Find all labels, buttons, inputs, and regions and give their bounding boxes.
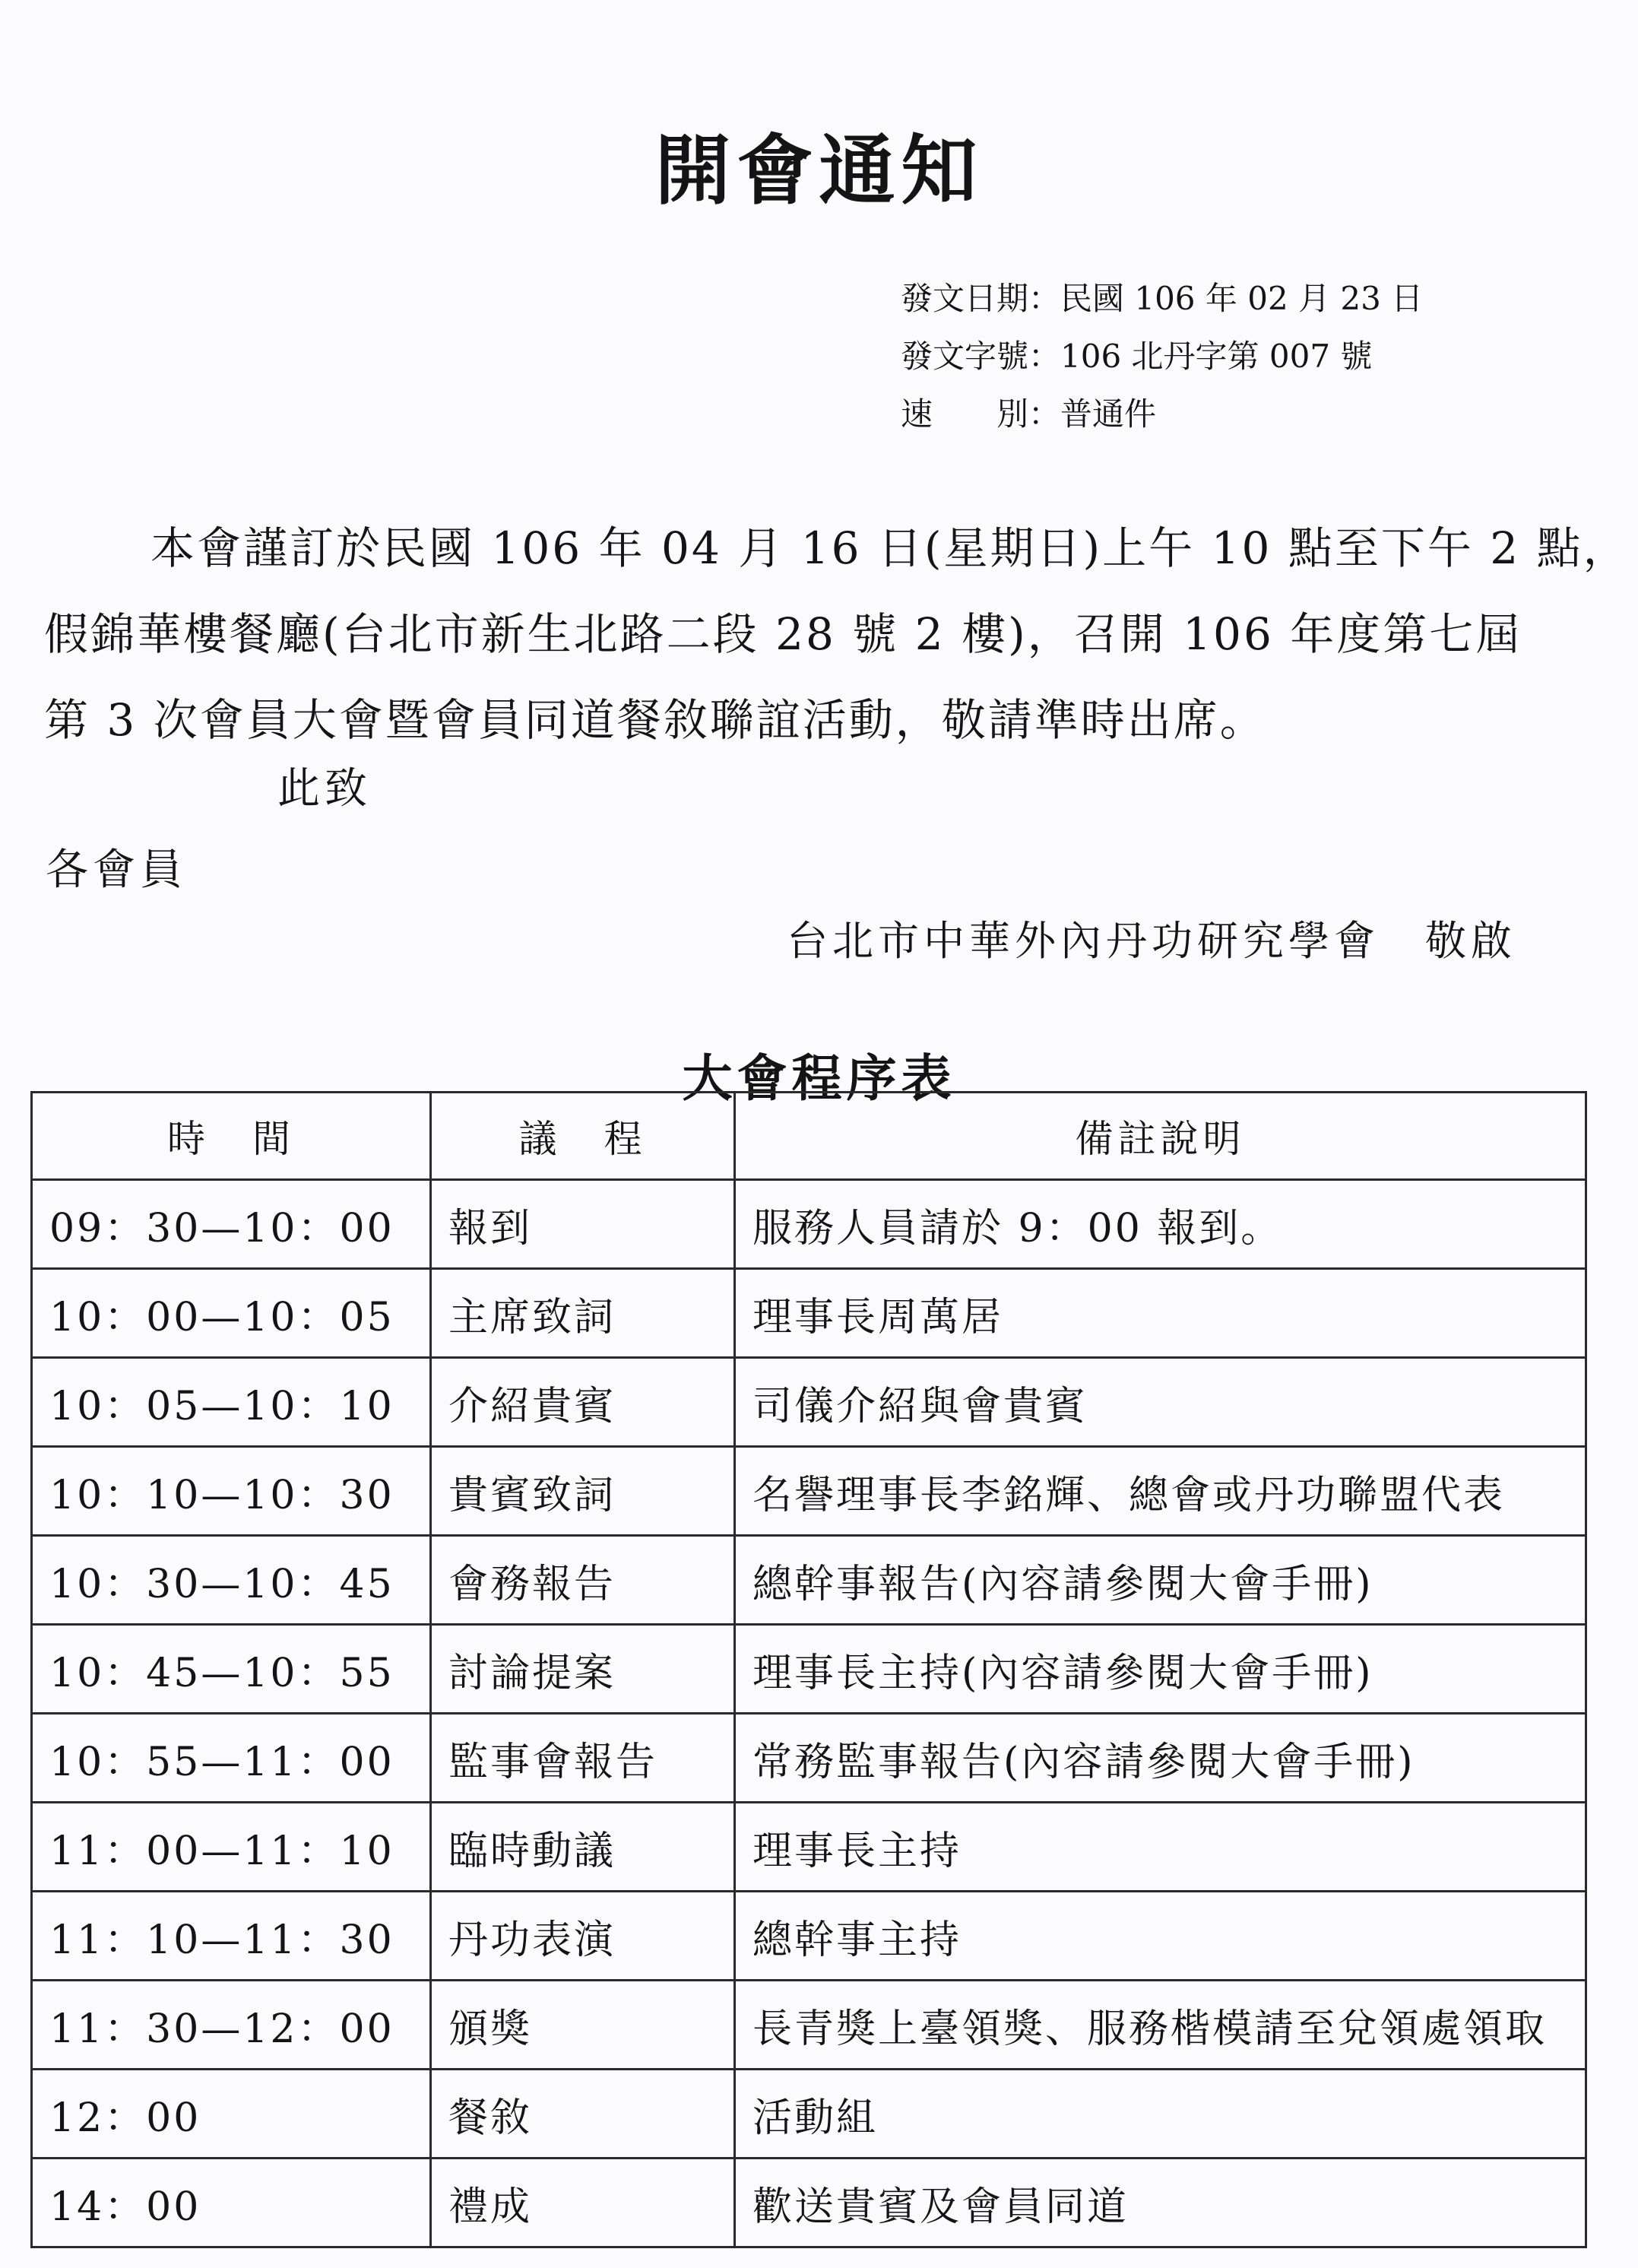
table-row (32, 1803, 1586, 1892)
cell-notes: 理事長周萬居 (735, 1269, 1586, 1358)
cell-notes: 總幹事報告(內容請參閱大會手冊) (735, 1536, 1586, 1625)
meta-label: 發文日期： (901, 280, 1061, 317)
recipient: 各會員 (46, 845, 187, 895)
header-time: 時 間 (32, 1093, 431, 1180)
cell-notes: 名譽理事長李銘輝、總會或丹功聯盟代表 (735, 1447, 1586, 1536)
table-row (32, 1625, 1586, 1714)
cell-time: 10：55—11：00 (32, 1714, 431, 1803)
schedule-title: 大會程序表 (682, 1049, 956, 1108)
cell-notes: 總幹事主持 (735, 1892, 1586, 1981)
table-header-row (32, 1093, 1586, 1180)
cell-notes: 活動組 (735, 2070, 1586, 2159)
document-meta (901, 270, 1423, 443)
cell-time: 11：00—11：10 (32, 1803, 431, 1892)
cell-agenda: 禮成 (431, 2159, 735, 2247)
meta-issue-date (901, 270, 1423, 328)
schedule-body (32, 1180, 1586, 2247)
body-line: 假錦華樓餐廳(台北市新生北路二段 28 號 2 樓)，召開 106 年度第七屆 (44, 608, 1522, 660)
cell-agenda: 討論提案 (431, 1625, 735, 1714)
meta-label: 發文字號： (901, 338, 1061, 375)
schedule-table (30, 1091, 1587, 2248)
meta-urgency (901, 385, 1423, 443)
cell-notes: 司儀介紹與會貴賓 (735, 1358, 1586, 1447)
table-row (32, 1269, 1586, 1358)
cell-agenda: 貴賓致詞 (431, 1447, 735, 1536)
table-row (32, 1447, 1586, 1536)
cell-time: 12：00 (32, 2070, 431, 2159)
cell-time: 10：05—10：10 (32, 1358, 431, 1447)
cell-time: 10：30—10：45 (32, 1536, 431, 1625)
cell-agenda: 頒獎 (431, 1981, 735, 2070)
cell-agenda: 介紹貴賓 (431, 1358, 735, 1447)
meta-label: 速 別： (901, 395, 1061, 433)
signature: 台北市中華外內丹功研究學會 敬啟 (787, 917, 1516, 965)
table-row (32, 1536, 1586, 1625)
table-row (32, 1358, 1586, 1447)
cell-notes: 常務監事報告(內容請參閱大會手冊) (735, 1714, 1586, 1803)
table-row (32, 1180, 1586, 1269)
cell-time: 14：00 (32, 2159, 431, 2247)
cell-time: 09：30—10：00 (32, 1180, 431, 1269)
table-row (32, 1892, 1586, 1981)
meta-value: 106 北丹字第 007 號 (1060, 338, 1373, 375)
cell-time: 10：00—10：05 (32, 1269, 431, 1358)
cell-agenda: 會務報告 (431, 1536, 735, 1625)
cell-time: 11：30—12：00 (32, 1981, 431, 2070)
table-row (32, 1981, 1586, 2070)
cell-time: 11：10—11：30 (32, 1892, 431, 1981)
cell-agenda: 主席致詞 (431, 1269, 735, 1358)
cell-agenda: 報到 (431, 1180, 735, 1269)
cell-time: 10：45—10：55 (32, 1625, 431, 1714)
cell-time: 10：10—10：30 (32, 1447, 431, 1536)
cell-notes: 服務人員請於 9：00 報到。 (735, 1180, 1586, 1269)
cell-notes: 長青獎上臺領獎、服務楷模請至兌領處領取 (735, 1981, 1586, 2070)
table-row (32, 1714, 1586, 1803)
cell-agenda: 監事會報告 (431, 1714, 735, 1803)
cell-notes: 理事長主持(內容請參閱大會手冊) (735, 1625, 1586, 1714)
header-notes: 備註說明 (735, 1093, 1586, 1180)
cell-agenda: 餐敘 (431, 2070, 735, 2159)
cell-notes: 歡送貴賓及會員同道 (735, 2159, 1586, 2247)
document-title: 開會通知 (654, 126, 984, 215)
header-agenda: 議 程 (431, 1093, 735, 1180)
salutation: 此致 (277, 764, 372, 814)
meta-value: 普通件 (1060, 395, 1157, 433)
cell-agenda: 丹功表演 (431, 1892, 735, 1981)
meta-document-number (901, 328, 1423, 385)
notice-body (44, 506, 1630, 763)
table-row (32, 2070, 1586, 2159)
body-line: 本會謹訂於民國 106 年 04 月 16 日(星期日)上午 10 點至下午 2 點， (150, 522, 1630, 574)
cell-agenda: 臨時動議 (431, 1803, 735, 1892)
meta-value: 民國 106 年 02 月 23 日 (1060, 280, 1424, 317)
table-row (32, 2159, 1586, 2247)
body-line: 第 3 次會員大會暨會員同道餐敘聯誼活動，敬請準時出席。 (44, 694, 1266, 746)
cell-notes: 理事長主持 (735, 1803, 1586, 1892)
